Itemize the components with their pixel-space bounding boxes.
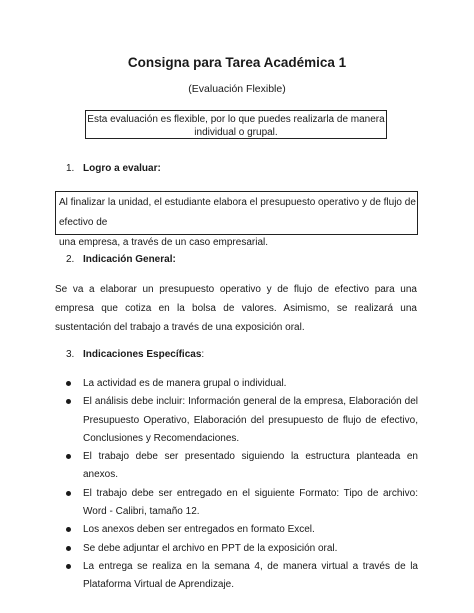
bullet-icon — [66, 564, 71, 569]
document-subtitle: (Evaluación Flexible) — [188, 83, 286, 95]
list-item-text: El trabajo debe ser entregado en el siguiente Formato: Tipo de archivo: Word - Calibri, tamaño 12. — [83, 487, 418, 518]
list-item-text: Se debe adjuntar el archivo en PPT de la exposición oral. — [83, 542, 338, 554]
section-1-heading — [66, 163, 161, 174]
bullet-icon — [66, 546, 71, 551]
bullet-icon — [66, 491, 71, 496]
flexibility-note-box — [85, 110, 387, 139]
list-item — [66, 521, 418, 539]
section-1-number: 1. — [66, 163, 75, 174]
list-item-text: La entrega se realiza en la semana 4, de manera virtual a través de la Plataforma Virtual de Aprendizaje. — [83, 560, 418, 591]
general-instruction-paragraph: Se va a elaborar un presupuesto operativo y de flujo de efectivo para una empresa que cotiza en la bolsa de valores. Asimismo, se realizará una sustentación del trabajo a través de una exposición oral. — [55, 284, 417, 333]
list-item — [66, 558, 418, 595]
list-item-text: La actividad es de manera grupal o individual. — [83, 378, 287, 389]
bullet-icon — [66, 399, 71, 404]
bullet-icon — [66, 454, 71, 459]
list-item-text: El trabajo debe ser presentado siguiendo la estructura planteada en anexos. — [83, 451, 418, 481]
list-item-text: Los anexos deben ser entregados en formato Excel. — [83, 524, 315, 536]
list-item — [66, 448, 418, 485]
section-1-title: Logro a evaluar: — [83, 163, 161, 174]
document-title: Consigna para Tarea Académica 1 — [127, 55, 347, 70]
section-2-number: 2. — [66, 254, 75, 265]
section-3-heading — [66, 349, 204, 360]
section-2-heading — [66, 254, 176, 265]
goal-line-1: Al finalizar la unidad, el estudiante elabora el presupuesto operativo y de flujo de efectivo de — [59, 197, 416, 228]
section-3-title: Indicaciones Específicas — [83, 349, 202, 360]
learning-goal-box — [55, 191, 418, 248]
list-item — [66, 393, 418, 448]
list-item — [66, 375, 418, 393]
note-line-2: individual o grupal. — [194, 127, 278, 138]
bullet-icon — [66, 381, 71, 386]
section-3-number: 3. — [66, 349, 75, 360]
goal-line-2: una empresa, a través de un caso empresarial. — [59, 237, 268, 248]
section-2-title: Indicación General: — [83, 254, 176, 265]
section-3-colon: : — [201, 349, 205, 360]
note-line-1: Esta evaluación es flexible, por lo que puedes realizarla de manera — [87, 114, 385, 125]
bullet-icon — [66, 527, 71, 532]
list-item — [66, 485, 418, 522]
list-item-text: El análisis debe incluir: Información general de la empresa, Elaboración del Presupuesto Operativo, Elaboración del presupuesto de flujo de efectivo, Conclusiones y Recomendaciones. — [83, 396, 418, 444]
list-item — [66, 540, 418, 558]
specific-instructions-list — [66, 375, 418, 595]
